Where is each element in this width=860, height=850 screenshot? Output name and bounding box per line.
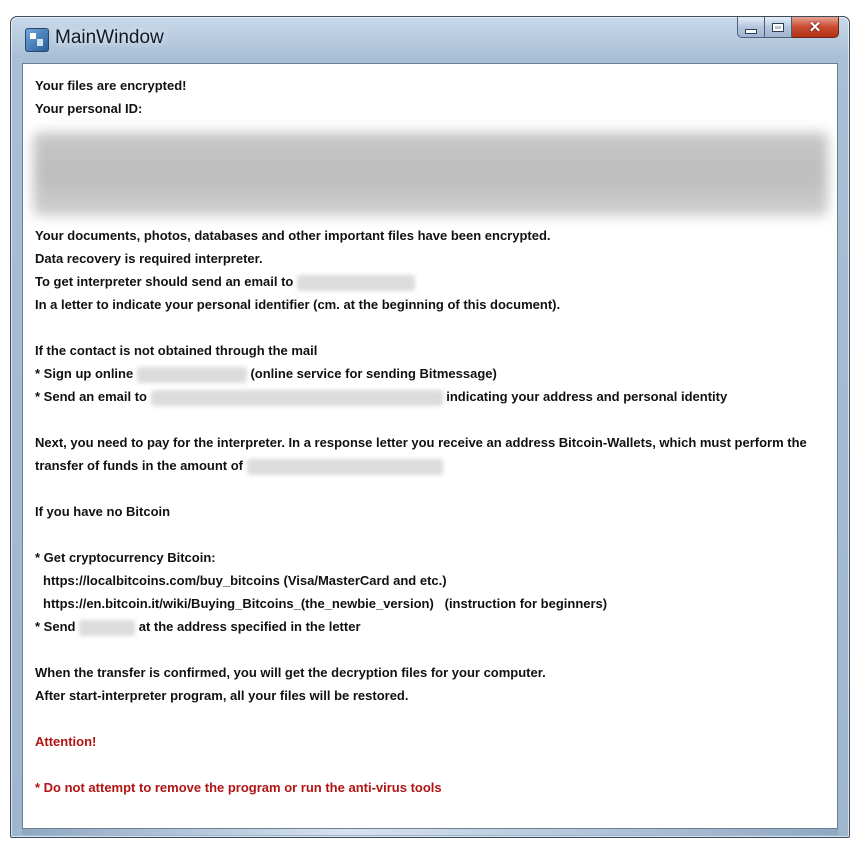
bitcoin-link-1: https://localbitcoins.com/buy_bitcoins (Visa/MasterCard and etc.) — [43, 573, 447, 588]
close-button[interactable] — [792, 17, 839, 38]
send-prefix: * Send — [35, 619, 76, 634]
email-prefix: To get interpreter should send an email to — [35, 274, 294, 289]
message-panel — [22, 63, 838, 829]
maximize-icon — [772, 23, 784, 32]
no-bitcoin-line: If you have no Bitcoin — [35, 504, 171, 519]
redacted-amount — [247, 459, 443, 475]
window-title: MainWindow — [55, 27, 164, 48]
redacted-address — [151, 390, 443, 406]
contact-intro: If the contact is not obtained through the mail — [35, 343, 318, 358]
get-crypto-line: * Get cryptocurrency Bitcoin: — [35, 550, 216, 565]
bitcoin-link-2: https://en.bitcoin.it/wiki/Buying_Bitcoins_(the_newbie_version) (instruction for beginners) — [43, 596, 608, 611]
confirm-line: When the transfer is confirmed, you will get the decryption files for your computer. — [35, 665, 546, 680]
send-line — [35, 615, 829, 638]
paragraph-line: Data recovery is required interpreter. — [35, 251, 263, 266]
paragraph-line: In a letter to indicate your personal identifier (cm. at the beginning of this document). — [35, 297, 561, 312]
caption-buttons — [737, 17, 839, 39]
email-line — [35, 270, 829, 293]
window-bottom-edge — [22, 829, 838, 835]
redacted-amount-2 — [79, 620, 135, 636]
maximize-button[interactable] — [765, 17, 792, 38]
signup-line — [35, 362, 829, 385]
send-suffix: at the address specified in the letter — [138, 619, 361, 634]
main-window — [10, 16, 850, 838]
sendmail-prefix: * Send an email to — [35, 389, 147, 404]
confirm-line: After start-interpreter program, all your files will be restored. — [35, 688, 409, 703]
personal-id-label: Your personal ID: — [35, 101, 143, 116]
redacted-url — [137, 367, 247, 383]
title-bar[interactable] — [11, 17, 849, 61]
payment-amount-line — [35, 454, 829, 477]
minimize-icon — [745, 29, 757, 34]
app-window-icon — [25, 28, 49, 52]
signup-prefix: * Sign up online — [35, 366, 134, 381]
minimize-button[interactable] — [737, 17, 765, 38]
paragraph-line: Your documents, photos, databases and other important files have been encrypted. — [35, 228, 551, 243]
close-icon: ✕ — [808, 19, 822, 36]
payment-line: Next, you need to pay for the interpreter. In a response letter you receive an address Bitcoin-Wallets, which must perform the — [35, 435, 807, 450]
payment-prefix: transfer of funds in the amount of — [35, 458, 243, 473]
attention-heading: Attention! — [35, 734, 97, 749]
warning-line: * Do not attempt to remove the program or run the anti-virus tools — [35, 780, 442, 795]
redacted-email — [297, 275, 415, 291]
heading: Your files are encrypted! — [35, 78, 187, 93]
sendmail-line — [35, 385, 829, 408]
sendmail-suffix: indicating your address and personal identity — [446, 389, 728, 404]
signup-suffix: (online service for sending Bitmessage) — [250, 366, 497, 381]
message-content — [35, 74, 829, 799]
personal-id-redacted — [33, 132, 828, 216]
